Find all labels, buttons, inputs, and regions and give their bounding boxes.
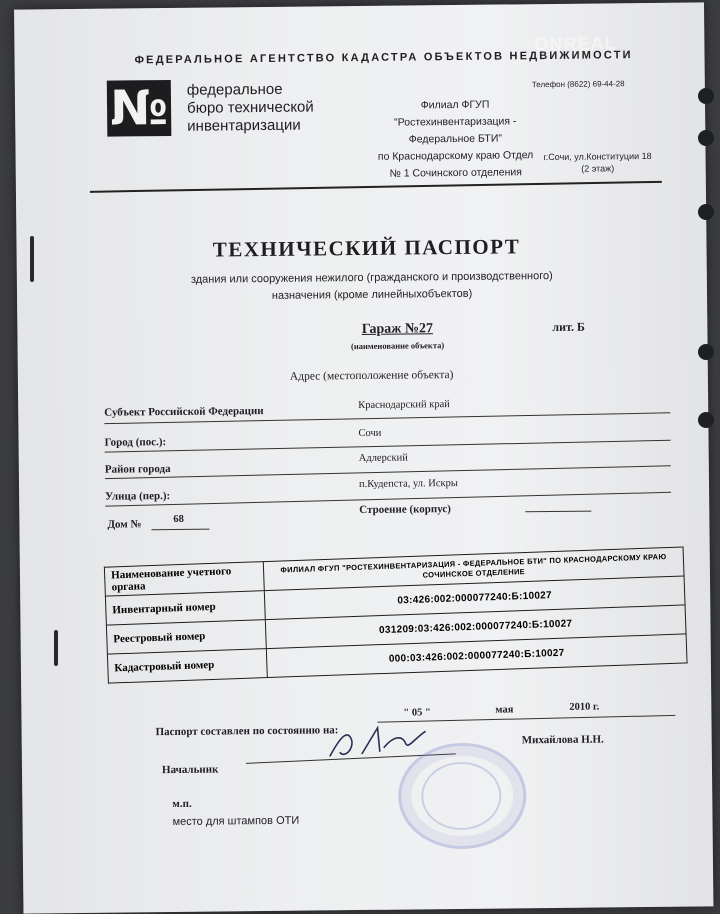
- punch-hole: [698, 344, 714, 360]
- building-underline: [525, 511, 591, 513]
- branch-line: по Краснодарскому краю Отдел: [377, 149, 534, 163]
- date-label: Паспорт составлен по состоянию на:: [155, 724, 339, 739]
- registry-value: 03:426:002:000077240:Б:10027: [264, 576, 685, 620]
- agency-header: ФЕДЕРАЛЬНОЕ АГЕНТСТВО КАДАСТРА ОБЪЕКТОВ НЕДВИЖИМОСТИ: [134, 49, 633, 67]
- chief-label: Начальник: [161, 763, 219, 777]
- seal-stamp-inner: [421, 762, 502, 831]
- date-year: 2010 г.: [569, 701, 600, 713]
- district-label: Район города: [104, 462, 171, 476]
- city-underline: [105, 440, 671, 453]
- city-label: Город (пос.):: [104, 436, 167, 449]
- punch-hole: [698, 88, 714, 104]
- bti-name-line: инвентаризации: [187, 116, 301, 135]
- address-caption: Адрес (местоположение объекта): [289, 369, 454, 383]
- registry-label: Реестровый номер: [106, 620, 266, 655]
- subtitle-line: здания или сооружения нежилого (гражданского и производственного): [190, 269, 553, 286]
- subtitle-line: назначения (кроме линейныхобъектов): [271, 287, 473, 302]
- house-value: 68: [173, 513, 184, 525]
- date-day: " 05 ": [403, 707, 431, 719]
- branch-line: № 1 Сочинского отделения: [389, 166, 523, 180]
- registry-label: Кадастровый номер: [107, 649, 267, 684]
- registry-value: 000:03:426:002:000077240:Б:10027: [266, 634, 687, 678]
- seal-stamp: [398, 742, 527, 849]
- staple-mark: [30, 236, 34, 282]
- stamps-place-label: место для штампов ОТИ: [172, 814, 300, 828]
- object-name-caption: (наименование объекта): [350, 340, 445, 352]
- region-value: Краснодарский край: [358, 399, 450, 412]
- object-name: Гараж №27: [361, 321, 434, 337]
- phone-number: Телефон (8622) 69-44-28: [531, 79, 625, 90]
- office-address: [538, 150, 658, 175]
- registry-table: [104, 546, 688, 683]
- bti-name: [187, 80, 358, 136]
- watermark-text: ONREAL: [534, 33, 617, 55]
- bti-name-line: бюро технической: [186, 98, 314, 117]
- seal-label: м.п.: [172, 797, 192, 810]
- district-value: Адлерский: [358, 452, 408, 465]
- bti-name-line: федеральное: [186, 80, 283, 99]
- registry-value: 031209:03:426:002:000077240:Б:10027: [265, 605, 686, 649]
- document-subtitle: [137, 267, 607, 306]
- punch-hole: [698, 204, 714, 220]
- office-address-line: (2 этаж): [581, 163, 615, 174]
- document-page: [14, 2, 713, 913]
- district-underline: [104, 462, 671, 479]
- bti-logo: №: [107, 80, 172, 137]
- street-value: п.Кудепста, ул. Искры: [358, 477, 458, 491]
- registry-label: Инвентарный номер: [105, 591, 265, 626]
- punch-hole: [698, 130, 714, 146]
- region-label: Субъект Российской Федерации: [104, 405, 264, 419]
- house-label: Дом №: [107, 518, 142, 531]
- city-value: Сочи: [358, 427, 382, 440]
- staple-mark: [54, 630, 58, 666]
- punch-hole: [698, 412, 714, 428]
- registry-label: Наименование учетного органа: [104, 562, 264, 597]
- registry-value: ФИЛИАЛ ФГУП "РОСТЕХИНВЕНТАРИЗАЦИЯ - ФЕДЕРАЛЬНОЕ БТИ" ПО КРАСНОДАРСКОМУ КРАЮ СОЧИНСКОЕ ОТДЕЛЕНИЕ: [263, 547, 684, 591]
- date-month: мая: [495, 704, 514, 716]
- house-underline: [151, 529, 209, 531]
- office-address-line: г.Сочи, ул.Конституции 18: [543, 150, 652, 163]
- branch-line: Филиал ФГУП: [420, 98, 490, 112]
- object-liter: лит. Б: [552, 319, 586, 334]
- chief-name: Михайлова Н.Н.: [521, 733, 604, 747]
- building-label: Строение (корпус): [359, 503, 452, 517]
- branch-line: "Ростехинвентаризация -: [393, 115, 517, 129]
- street-label: Улица (пер.):: [105, 490, 171, 503]
- branch-line: Федеральное БТИ": [408, 132, 503, 146]
- branch-name: [355, 96, 556, 183]
- document-title: ТЕХНИЧЕСКИЙ ПАСПОРТ: [212, 234, 521, 262]
